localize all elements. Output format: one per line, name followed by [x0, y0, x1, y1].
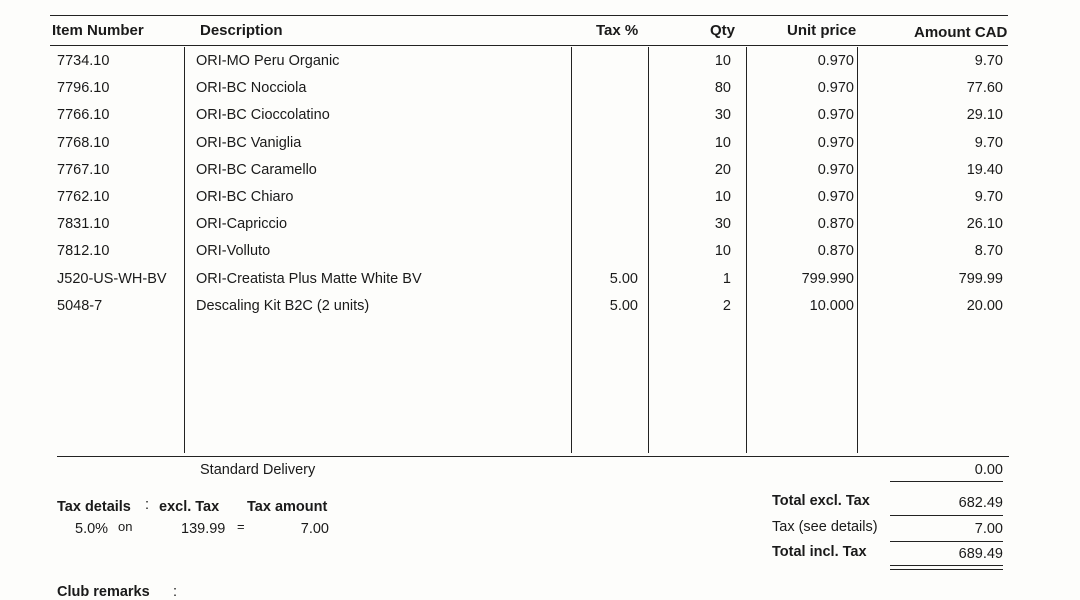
- item-number-cell: 7766.10: [57, 107, 110, 124]
- total-incl-value: 689.49: [958, 546, 1003, 562]
- header-tax: Tax %: [596, 22, 639, 39]
- header-top-rule: [50, 15, 1008, 16]
- amount-cell: 29.10: [966, 107, 1003, 124]
- description-cell: ORI-BC Chiaro: [196, 189, 294, 205]
- item-number-cell: 5048-7: [57, 297, 103, 314]
- description-cell: ORI-Volluto: [196, 243, 271, 260]
- table-row: [0, 47, 1080, 74]
- tax-details-colon: :: [145, 497, 150, 513]
- amount-cell: 9.70: [974, 134, 1003, 151]
- item-number-cell: 7767.10: [57, 161, 110, 178]
- amount-cell: 9.70: [974, 53, 1003, 69]
- table-row: [0, 237, 1080, 264]
- qty-cell: 30: [714, 216, 731, 233]
- tax-cell: 5.00: [609, 270, 638, 287]
- description-cell: Descaling Kit B2C (2 units): [196, 297, 370, 314]
- header-description: Description: [200, 22, 283, 39]
- description-cell: ORI-BC Caramello: [196, 161, 317, 178]
- table-row: [0, 292, 1080, 319]
- tax-amount-value: 7.00: [300, 521, 329, 537]
- amount-cell: 799.99: [958, 270, 1003, 287]
- amount-cell: 77.60: [966, 80, 1003, 97]
- qty-cell: 10: [714, 134, 731, 151]
- total-excl-value: 682.49: [958, 495, 1003, 511]
- tax-details-label: Tax details: [57, 499, 131, 515]
- header-qty: Qty: [710, 22, 736, 39]
- unit-price-cell: 0.970: [817, 134, 854, 151]
- qty-cell: 20: [714, 161, 731, 178]
- amount-cell: 20.00: [966, 297, 1003, 314]
- qty-cell: 30: [714, 107, 731, 124]
- unit-price-cell: 10.000: [809, 297, 854, 314]
- amount-cell: 19.40: [966, 161, 1003, 178]
- tax-equals: =: [237, 519, 245, 534]
- unit-price-cell: 0.970: [817, 80, 854, 97]
- qty-cell: 80: [714, 80, 731, 97]
- header-item-number: Item Number: [52, 22, 144, 39]
- item-number-cell: 7768.10: [57, 134, 110, 151]
- delivery-amount-rule: [890, 481, 1003, 482]
- tax-amount-header: Tax amount: [247, 499, 328, 515]
- tax-cell: 5.00: [609, 297, 638, 314]
- description-cell: ORI-BC Nocciola: [196, 80, 307, 97]
- delivery-label: Standard Delivery: [200, 462, 316, 478]
- table-bottom-rule: [57, 456, 1009, 457]
- unit-price-cell: 0.970: [817, 189, 854, 205]
- tax-on: on: [118, 519, 133, 534]
- club-remarks-label: Club remarks: [57, 584, 150, 600]
- total-tax-rule: [890, 541, 1003, 542]
- qty-cell: 10: [714, 189, 731, 205]
- total-incl-double-rule-2: [890, 569, 1003, 570]
- total-excl-label: Total excl. Tax: [772, 493, 870, 509]
- table-row: [0, 129, 1080, 156]
- header-amount: Amount CAD: [914, 24, 1008, 41]
- description-cell: ORI-BC Cioccolatino: [196, 107, 330, 124]
- tax-base: 139.99: [181, 521, 226, 537]
- description-cell: ORI-MO Peru Organic: [196, 53, 340, 69]
- amount-cell: 26.10: [966, 216, 1003, 233]
- table-row: [0, 74, 1080, 101]
- unit-price-cell: 0.970: [817, 161, 854, 178]
- club-remarks-colon: :: [173, 584, 178, 600]
- table-row: [0, 101, 1080, 128]
- item-number-cell: 7762.10: [57, 189, 110, 205]
- total-excl-rule: [890, 515, 1003, 516]
- amount-cell: 9.70: [974, 189, 1003, 205]
- delivery-amount: 0.00: [974, 462, 1003, 478]
- tax-excl-header: excl. Tax: [159, 499, 220, 515]
- total-incl-double-rule-1: [890, 565, 1003, 566]
- item-number-cell: 7831.10: [57, 216, 110, 233]
- table-row: [0, 210, 1080, 237]
- unit-price-cell: 0.870: [817, 243, 854, 260]
- table-row: [0, 156, 1080, 183]
- item-number-cell: 7812.10: [57, 243, 110, 260]
- description-cell: ORI-BC Vaniglia: [196, 134, 302, 151]
- table-row: [0, 265, 1080, 292]
- unit-price-cell: 0.870: [817, 216, 854, 233]
- amount-cell: 8.70: [974, 243, 1003, 260]
- qty-cell: 10: [714, 243, 731, 260]
- table-row: [0, 183, 1080, 210]
- tax-rate: 5.0%: [75, 521, 109, 537]
- item-number-cell: J520-US-WH-BV: [57, 270, 167, 287]
- description-cell: ORI-Creatista Plus Matte White BV: [196, 270, 422, 287]
- item-number-cell: 7796.10: [57, 80, 110, 97]
- unit-price-cell: 0.970: [817, 107, 854, 124]
- total-tax-value: 7.00: [974, 521, 1003, 537]
- qty-cell: 2: [722, 297, 731, 314]
- qty-cell: 10: [714, 53, 731, 69]
- unit-price-cell: 799.990: [801, 270, 854, 287]
- header-bottom-rule: [50, 45, 1008, 46]
- description-cell: ORI-Capriccio: [196, 216, 288, 233]
- item-number-cell: 7734.10: [57, 53, 110, 69]
- header-unit-price: Unit price: [787, 22, 857, 39]
- unit-price-cell: 0.970: [817, 53, 854, 69]
- total-tax-label: Tax (see details): [772, 519, 878, 535]
- qty-cell: 1: [722, 270, 731, 287]
- total-incl-label: Total incl. Tax: [772, 544, 867, 560]
